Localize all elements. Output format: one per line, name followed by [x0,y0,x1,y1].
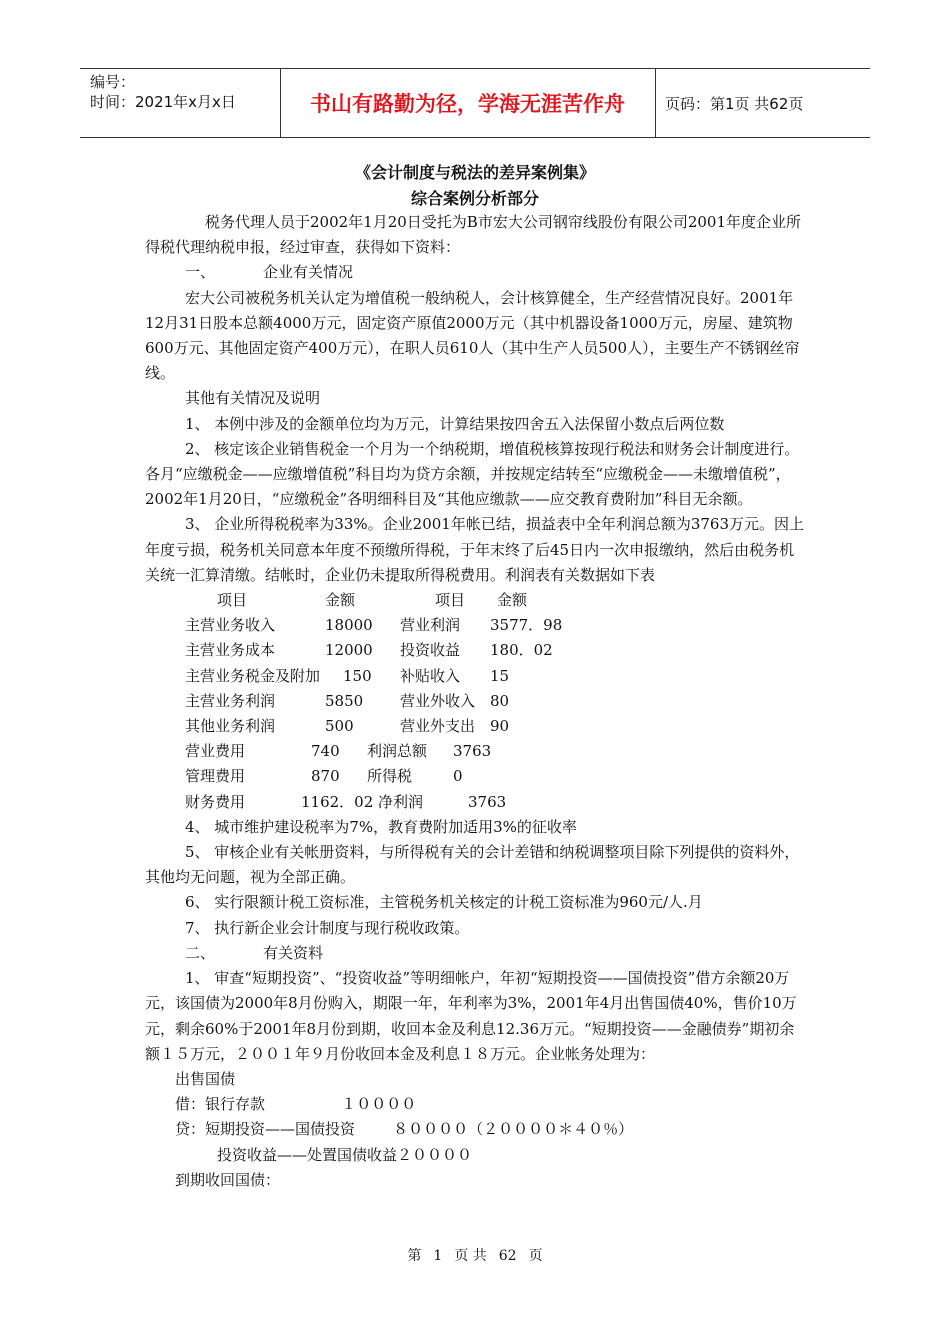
company-paragraph: 宏大公司被税务机关认定为增值税一般纳税人，会计核算健全，生产经营情况良好。2001年12月31日股本总额4000万元，固定资产原值2000万元（其中机器设备1000万元，房屋、建筑物600万元、其他固定资产400万元），在职人员610人（其中生产人员500人），主要生产不锈钢丝帘线。 [145,288,800,383]
table-cell: 740 [311,742,340,761]
footer-suffix: 页 [528,1248,543,1264]
table-cell: 营业外收入 [400,691,476,710]
table-cell: 主营业务利润 [185,691,276,710]
doc-title: 《会计制度与税法的差异案例集》 [354,163,595,182]
section-title: 有关资料 [263,943,324,962]
note-7: 7、 执行新企业会计制度与现行税收政策。 [185,918,470,937]
entry-heading: 到期收回国债： [175,1170,281,1189]
table-cell: 18000 [325,616,373,635]
table-cell: 财务费用 [185,792,246,811]
section-number: 二、 [185,943,216,962]
table-row [145,739,805,764]
table-header-cell: 金额 [497,591,528,610]
table-cell: 1162．02 [301,792,374,811]
journal-credit-2: 投资收益——处置国债收益２００００ [217,1145,473,1164]
table-cell: 补贴收入 [400,666,461,685]
header-page-info: 页码：第1页 共62页 [665,94,804,113]
table-cell: 投资收益 [400,641,461,660]
note-5: 5、 审核企业有关帐册资料，与所得税有关的会计差错和纳税调整项目除下列提供的资料外，其他均无问题，视为全部正确。 [145,843,800,887]
table-cell: 3763 [468,792,507,811]
table-cell: 主营业务收入 [185,616,276,635]
table-cell: 3763 [453,742,492,761]
table-cell: 5850 [325,691,364,710]
table-cell: 主营业务税金及附加 [185,666,321,685]
table-row [145,714,805,739]
serial-label: 编号： [90,73,136,91]
page-footer [0,1245,950,1265]
table-cell: 0 [453,767,463,786]
journal-credit: 贷：短期投资——国债投资 ８００００（２００００＊４０％） [175,1120,634,1139]
header-motto: 书山有路勤为径，学海无涯苦作舟 [310,92,625,116]
table-cell: 主营业务成本 [185,641,276,660]
note-3: 3、 企业所得税税率为33%。企业2001年帐已结，损益表中全年利润总额为3763万元。因上年度亏损，税务机关同意本年度不预缴所得税，于年末终了后45日内一次申报缴纳，然后由税务机关统一汇算清缴。结帐时，企业仍未提取所得税费用。利润表有关数据如下表 [145,515,805,584]
table-header-cell: 金额 [325,591,356,610]
table-cell: 其他业务利润 [185,717,276,736]
journal-debit: 借：银行存款 １００００ [175,1095,417,1114]
table-row [145,764,805,789]
table-cell: 营业利润 [400,616,461,635]
table-row [145,638,805,663]
footer-total: 62 [498,1248,517,1264]
table-cell: 营业费用 [185,742,246,761]
material-1: 1、 审查“短期投资”、“投资收益”等明细帐户，年初“短期投资——国债投资”借方余额20万元，该国债为2000年8月份购入，期限一年，年利率为3%，2001年4月出售国债40%，售价10万元，剩余60%于2001年8月份到期，收回本金及利息12.36万元。“短期投资——金融债券”期初余额１５万元，２００１年９月份收回本金及利息１８万元。企业帐务处理为： [145,969,797,1063]
table-cell: 利润总额 [367,742,428,761]
section-number: 一、 [185,263,216,282]
section-heading [145,941,805,966]
table-cell: 80 [490,691,510,710]
intro-paragraph: 税务代理人员于2002年1月20日受托为B市宏大公司钢帘线股份有限公司2001年度企业所得税代理纳税申报，经过审查，获得如下资料： [145,213,802,257]
section-title: 企业有关情况 [263,263,354,282]
table-cell: 所得税 [367,767,413,786]
doc-subtitle: 综合案例分析部分 [410,189,539,208]
table-cell: 营业外支出 [400,717,476,736]
table-cell: 净利润 [378,792,424,811]
section-heading [145,260,805,285]
note-2: 2、 核定该企业销售税金一个月为一个纳税期，增值税核算按现行税法和财务会计制度进行。各月“应缴税金——应缴增值税”科目均为贷方余额，并按规定结转至“应缴税金——未缴增值税”，2002年1月20日，“应缴税金”各明细科目及“其他应缴款——应交教育费附加”科目无余额。 [145,439,800,509]
table-header [145,588,805,613]
header-divider [655,69,656,137]
table-cell: 15 [490,666,510,685]
table-header-cell: 项目 [217,591,248,610]
footer-page: 1 [433,1248,443,1264]
table-row [145,689,805,714]
table-cell: 500 [325,717,354,736]
time-label: 时间：2021年x月x日 [90,93,236,111]
entry-heading: 出售国债 [175,1069,236,1088]
table-row [145,613,805,638]
table-cell: 90 [490,717,510,736]
table-cell: 12000 [325,641,373,660]
table-header-cell: 项目 [435,591,466,610]
other-heading: 其他有关情况及说明 [185,389,321,408]
table-cell: 180．02 [490,641,553,660]
header-meta [90,72,236,112]
table-cell: 150 [343,666,372,685]
table-cell: 870 [311,767,340,786]
footer-prefix: 第 [407,1248,422,1264]
table-row [145,664,805,689]
table-cell: 3577．98 [490,616,563,635]
note-1: 1、 本例中涉及的金额单位均为万元，计算结果按四舍五入法保留小数点后两位数 [185,414,725,433]
page-header [80,68,870,138]
note-6: 6、 实行限额计税工资标准，主管税务机关核定的计税工资标准为960元/人.月 [185,893,703,912]
note-4: 4、 城市维护建设税率为7%，教育费附加适用3%的征收率 [185,817,577,836]
footer-mid: 页 共 [454,1248,487,1264]
table-cell: 管理费用 [185,767,246,786]
doc-body [145,210,805,1193]
table-row [145,790,805,815]
